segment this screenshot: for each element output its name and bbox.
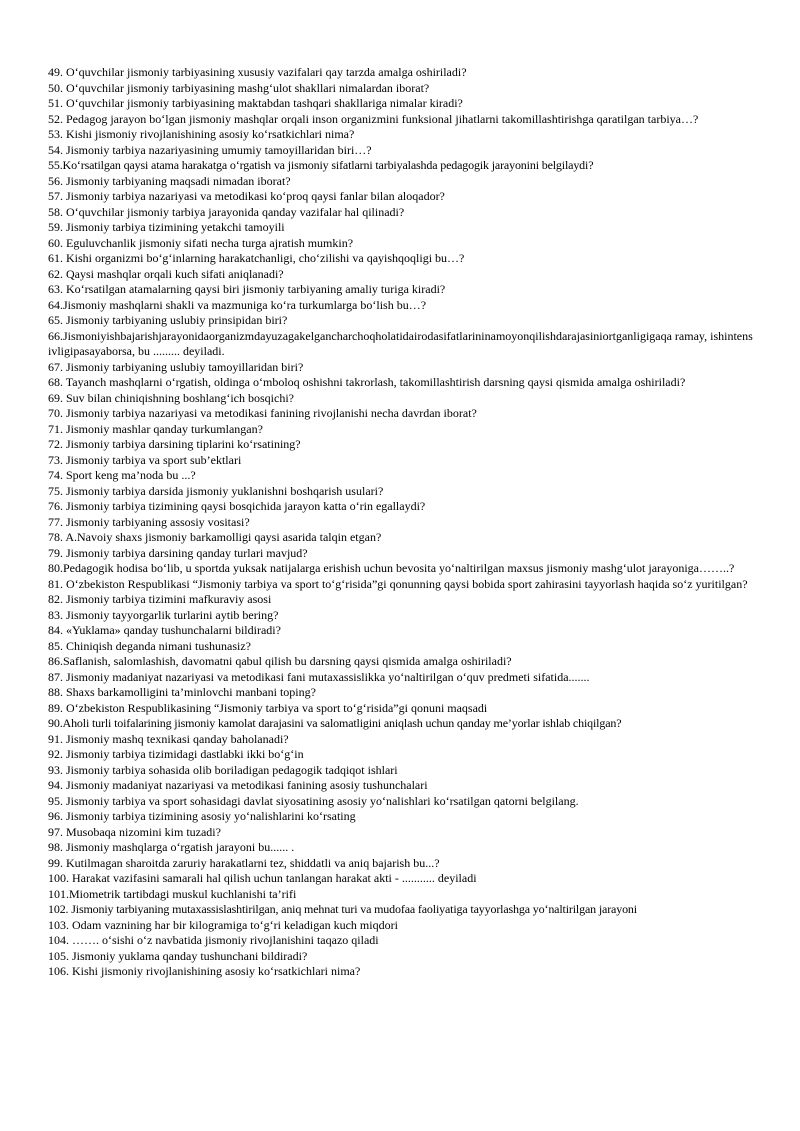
question-item: 66.Jismoniyishbajarishjarayonidaorganizmdayuzagakelgancharchoqholatidairodasifatlarininamoyonqilishdarajasiniortganligigaqa ramay, ishintensivligipasayaborsa, bu ......... deyiladi.	[48, 328, 753, 358]
question-item: 57. Jismoniy tarbiya nazariyasi va metodikasi ko‘proq qaysi fanlar bilan aloqador?	[48, 189, 445, 203]
question-item: 62. Qaysi mashqlar orqali kuch sifati aniqlanadi?	[48, 266, 284, 281]
question-item: 85. Chiniqish deganda nimani tushunasiz?	[48, 638, 251, 653]
question-item: 52. Pedagog jarayon bo‘lgan jismoniy mashqlar orqali inson organizmini funksional jihatlarni takomillashtirishga qaratilgan tarbiya…?	[48, 111, 699, 126]
question-item: 102. Jismoniy tarbiyaning mutaxassislashtirilgan, aniq mehnat turi va mudofaa faoliyatiga tayyorlashga yo‘naltirilgan jarayoni	[48, 902, 637, 916]
question-item: 74. Sport keng ma’noda bu ...?	[48, 468, 196, 482]
question-item: 79. Jismoniy tarbiya darsining qanday turlari mavjud?	[48, 545, 308, 560]
question-item: 56. Jismoniy tarbiyaning maqsadi nimadan iborat?	[48, 173, 291, 188]
question-item: 88. Shaxs barkamolligini ta’minlovchi manbani toping?	[48, 685, 316, 699]
question-item: 59. Jismoniy tarbiya tizimining yetakchi tamoyili	[48, 220, 285, 234]
question-item: 50. O‘quvchilar jismoniy tarbiyasining mashg‘ulot shakllari nimalardan iborat?	[48, 80, 430, 95]
question-item: 68. Tayanch mashqlarni o‘rgatish, oldinga o‘mboloq oshishni takrorlash, takomillashtirish darsning qaysi qismida amalga oshiriladi?	[48, 375, 686, 389]
question-item: 99. Kutilmagan sharoitda zaruriy harakatlarni tez, shiddatli va aniq bajarish bu...?	[48, 855, 440, 870]
question-item: 100. Harakat vazifasini samarali hal qilish uchun tanlangan harakat akti - ........... deyiladi	[48, 871, 477, 885]
question-item: 87. Jismoniy madaniyat nazariyasi va metodikasi fani mutaxassislikka yo‘naltirilgan o‘quv predmeti sifatida.......	[48, 669, 590, 684]
question-item: 98. Jismoniy mashqlarga o‘rgatish jarayoni bu...... .	[48, 840, 295, 854]
question-item: 89. O‘zbekiston Respublikasining “Jismoniy tarbiya va sport to‘g‘risida”gi qonuni maqsadi	[48, 700, 488, 715]
question-item: 63. Ko‘rsatilgan atamalarning qaysi biri jismoniy tarbiyaning amaliy turiga kiradi?	[48, 282, 446, 296]
question-item: 55.Ko‘rsatilgan qaysi atama harakatga o‘rgatish va jismoniy sifatlarni tarbiyalashda pedagogik jarayonini belgilaydi?	[48, 158, 594, 172]
question-item: 91. Jismoniy mashq texnikasi qanday baholanadi?	[48, 731, 289, 746]
question-item: 67. Jismoniy tarbiyaning uslubiy tamoyillaridan biri?	[48, 359, 304, 374]
question-item: 69. Suv bilan chiniqishning boshlang‘ich bosqichi?	[48, 390, 294, 405]
question-item: 78. A.Navoiy shaxs jismoniy barkamolligi qaysi asarida talqin etgan?	[48, 530, 382, 544]
question-item: 71. Jismoniy mashlar qanday turkumlangan?	[48, 421, 263, 436]
question-item: 77. Jismoniy tarbiyaning assosiy vositasi?	[48, 514, 250, 529]
question-item: 86.Saflanish, salomlashish, davomatni qabul qilish bu darsning qaysi qismida amalga oshiriladi?	[48, 654, 512, 668]
question-item: 65. Jismoniy tarbiyaning uslubiy prinsipidan biri?	[48, 313, 288, 327]
question-item: 73. Jismoniy tarbiya va sport sub’ektlari	[48, 452, 242, 467]
question-item: 95. Jismoniy tarbiya va sport sohasidagi davlat siyosatining asosiy yo‘nalishlari ko‘rsatilgan qatorni belgilang.	[48, 793, 579, 808]
question-item: 82. Jismoniy tarbiya tizimini mafkuraviy asosi	[48, 592, 272, 606]
question-item: 96. Jismoniy tarbiya tizimining asosiy yo‘nalishlarini ko‘rsating	[48, 809, 356, 823]
question-item: 106. Kishi jismoniy rivojlanishining asosiy ko‘rsatkichlari nima?	[48, 964, 361, 978]
question-item: 92. Jismoniy tarbiya tizimidagi dastlabki ikki bo‘g‘in	[48, 747, 304, 761]
question-item: 81. O‘zbekiston Respublikasi “Jismoniy tarbiya va sport to‘g‘risida”gi qonunning qaysi bobida sport zahirasini tayyorlash haqida so‘z yuritilgan?	[48, 576, 748, 591]
question-item: 72. Jismoniy tarbiya darsining tiplarini ko‘rsatining?	[48, 437, 301, 451]
question-item: 105. Jismoniy yuklama qanday tushunchani bildiradi?	[48, 948, 308, 963]
question-item: 97. Musobaqa nizomini kim tuzadi?	[48, 824, 221, 839]
question-item: 61. Kishi organizmi bo‘g‘inlarning harakatchanligi, cho‘zilishi va qayishqoqligi bu…?	[48, 251, 465, 265]
question-item: 90.Aholi turli toifalarining jismoniy kamolat darajasini va salomatligini aniqlash uchun qanday me’yorlar ishlab chiqilgan?	[48, 716, 622, 730]
question-item: 75. Jismoniy tarbiya darsida jismoniy yuklanishni boshqarish usulari?	[48, 483, 384, 498]
question-item: 53. Kishi jismoniy rivojlanishining asosiy ko‘rsatkichlari nima?	[48, 127, 355, 141]
question-item: 80.Pedagogik hodisa bo‘lib, u sportda yuksak natijalarga erishish uchun bevosita yo‘naltirilgan maxsus jismoniy mashg‘ulot jarayoniga……..?	[48, 561, 735, 575]
question-item: 54. Jismoniy tarbiya nazariyasining umumiy tamoyillaridan biri…?	[48, 142, 372, 157]
question-item: 93. Jismoniy tarbiya sohasida olib boriladigan pedagogik tadqiqot ishlari	[48, 762, 398, 777]
question-item: 76. Jismoniy tarbiya tizimining qaysi bosqichida jarayon katta o‘rin egallaydi?	[48, 499, 426, 513]
question-item: 64.Jismoniy mashqlarni shakli va mazmuniga ko‘ra turkumlarga bo‘lish bu…?	[48, 297, 427, 312]
question-item: 70. Jismoniy tarbiya nazariyasi va metodikasi fanining rivojlanishi necha davrdan iborat?	[48, 406, 477, 420]
question-item: 58. O‘quvchilar jismoniy tarbiya jarayonida qanday vazifalar hal qilinadi?	[48, 204, 405, 219]
question-list	[48, 65, 755, 980]
question-item: 104. ……. o‘sishi o‘z navbatida jismoniy rivojlanishini taqazo qiladi	[48, 933, 379, 947]
question-item: 94. Jismoniy madaniyat nazariyasi va metodikasi fanining asosiy tushunchalari	[48, 778, 428, 792]
question-item: 83. Jismoniy tayyorgarlik turlarini aytib bering?	[48, 607, 279, 622]
question-item: 60. Eguluvchanlik jismoniy sifati necha turga ajratish mumkin?	[48, 235, 354, 250]
question-item: 103. Odam vaznining har bir kilogramiga to‘g‘ri keladigan kuch miqdori	[48, 917, 398, 932]
question-item: 49. O‘quvchilar jismoniy tarbiyasining xususiy vazifalari qay tarzda amalga oshiriladi?	[48, 65, 467, 79]
question-item: 101.Miometrik tartibdagi muskul kuchlanishi ta’rifi	[48, 886, 297, 901]
question-item: 51. O‘quvchilar jismoniy tarbiyasining maktabdan tashqari shakllariga nimalar kiradi?	[48, 96, 463, 110]
question-item: 84. «Yuklama» qanday tushunchalarni bildiradi?	[48, 623, 281, 637]
